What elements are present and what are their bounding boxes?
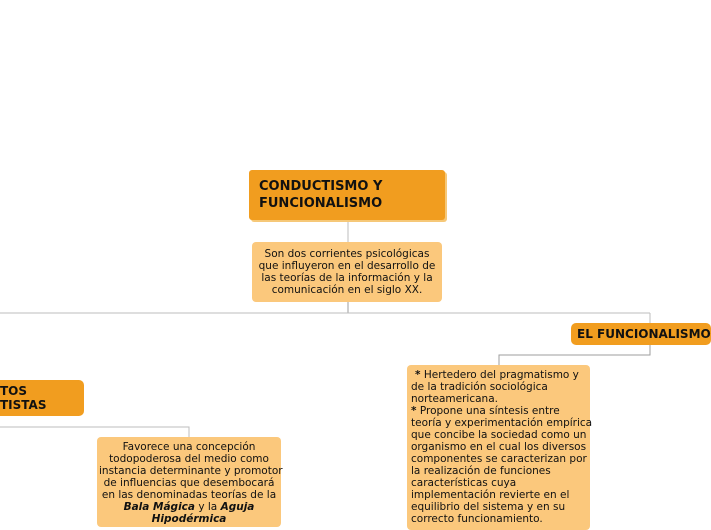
- left-note-emph-3: Hipodérmica: [151, 513, 227, 525]
- left-note-connector: y la: [194, 501, 221, 513]
- right-topic[interactable]: [571, 323, 711, 345]
- right-note-line-5: teoría y experimentación empírica: [411, 417, 593, 429]
- central-note-line-1: Son dos corrientes psicológicas: [264, 248, 430, 260]
- central-topic-line-2: FUNCIONALISMO: [259, 196, 383, 211]
- central-topic-line-1: CONDUCTISMO Y: [259, 179, 383, 194]
- right-note-line-3: norteamericana.: [411, 393, 498, 405]
- right-topic-label: EL FUNCIONALISMO: [577, 327, 711, 341]
- right-note-line-4: [411, 405, 590, 417]
- left-note-emph-2: Aguja: [220, 501, 255, 513]
- left-topic-line-1: TOS: [0, 384, 28, 398]
- right-note-line-9: la realización de funciones: [411, 465, 551, 477]
- right-topic-note[interactable]: [407, 365, 593, 530]
- left-note-emph-1: Bala Mágica: [123, 501, 195, 513]
- right-note-bullet-2: *: [411, 405, 417, 417]
- left-note-line-4: de influencias que desembocará: [103, 477, 275, 489]
- left-note-line-3: instancia determinante y promotor: [99, 465, 283, 477]
- left-note-line-7: [99, 513, 279, 525]
- right-note-line-2: de la tradición sociológica: [411, 381, 548, 393]
- left-note-line-5: en las denominadas teorías de la: [101, 489, 277, 501]
- left-topic-note[interactable]: [97, 437, 281, 527]
- right-note-line-7: organismo en el cual los diversos: [411, 441, 587, 453]
- left-topic[interactable]: [0, 380, 84, 416]
- right-note-line-6: que concibe la sociedad como un: [411, 429, 587, 441]
- right-note-text-1: Hertedero del pragmatismo y: [420, 369, 579, 381]
- left-note-line-6: [99, 501, 279, 513]
- right-note-line-12: equilibrio del sistema y en su: [411, 501, 566, 513]
- left-note-line-2: todopoderosa del medio como: [109, 453, 269, 465]
- right-note-line-10: características cuya: [411, 477, 517, 489]
- connector-right-topic-to-note: [499, 345, 650, 365]
- central-note-line-4: comunicación en el siglo XX.: [271, 284, 423, 296]
- right-note-line-8: componentes se caracterizan por: [411, 453, 587, 465]
- connector-left-topic-to-note: [0, 427, 189, 437]
- right-note-line-11: implementación revierte en el: [411, 489, 570, 501]
- left-topic-line-2: TISTAS: [0, 398, 47, 412]
- right-note-line-1: [411, 369, 590, 381]
- central-note-line-3: las teorías de la información y la: [261, 272, 433, 284]
- left-note-line-1: Favorece una concepción: [122, 441, 256, 453]
- central-topic-note[interactable]: [252, 242, 442, 302]
- central-note-line-2: que influyeron en el desarrollo de: [258, 260, 436, 272]
- right-note-text-4: Propone una síntesis entre: [416, 405, 560, 417]
- central-topic[interactable]: [249, 170, 445, 220]
- right-note-bullet-1: *: [415, 369, 421, 381]
- right-note-line-13: correcto funcionamiento.: [411, 513, 543, 525]
